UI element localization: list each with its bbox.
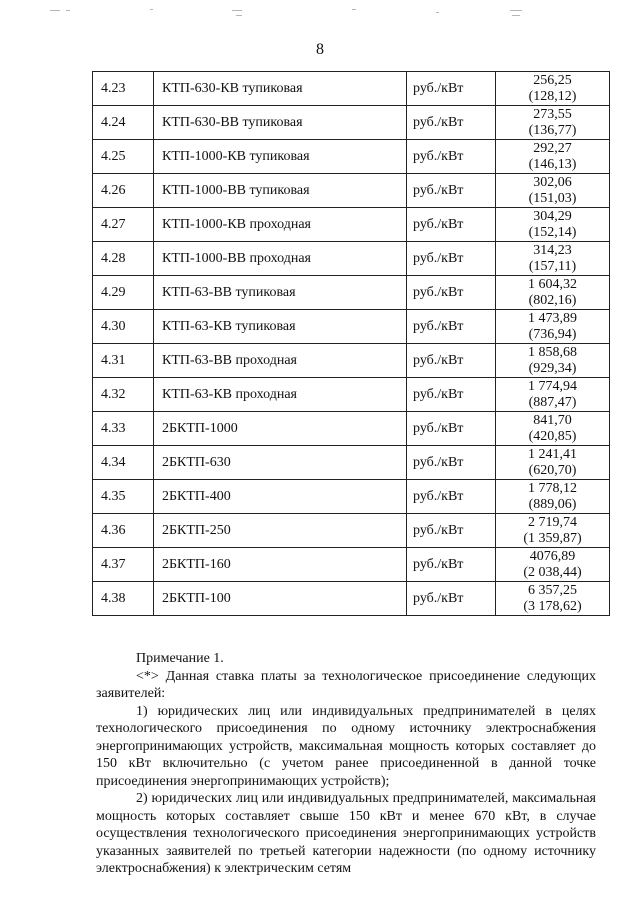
row-number: 4.29	[93, 276, 154, 310]
tariff-table	[92, 71, 610, 616]
rate-cell	[496, 140, 610, 174]
unit-label: руб./кВт	[407, 412, 496, 446]
table-row	[93, 140, 610, 174]
table-row	[93, 208, 610, 242]
row-number: 4.32	[93, 378, 154, 412]
rate-cell	[496, 344, 610, 378]
row-number: 4.27	[93, 208, 154, 242]
rate-value-alt: (152,14)	[528, 224, 577, 240]
unit-label: руб./кВт	[407, 310, 496, 344]
rate-value-alt: (889,06)	[528, 496, 577, 512]
row-number: 4.30	[93, 310, 154, 344]
table-row	[93, 310, 610, 344]
table-row	[93, 106, 610, 140]
note-title: Примечание 1.	[136, 651, 224, 666]
unit-label: руб./кВт	[407, 344, 496, 378]
rate-value: 1 604,32	[528, 276, 577, 292]
table-row	[93, 378, 610, 412]
rate-cell	[496, 310, 610, 344]
row-number: 4.28	[93, 242, 154, 276]
rate-value: 1 473,89	[528, 310, 577, 326]
rate-value: 1 778,12	[528, 480, 577, 496]
table-row	[93, 276, 610, 310]
row-number: 4.25	[93, 140, 154, 174]
rate-value-alt: (2 038,44)	[523, 564, 582, 580]
row-number: 4.31	[93, 344, 154, 378]
substation-name: 2БКТП-160	[154, 548, 407, 582]
table-row	[93, 72, 610, 106]
row-number: 4.37	[93, 548, 154, 582]
substation-name: 2БКТП-250	[154, 514, 407, 548]
unit-label: руб./кВт	[407, 582, 496, 616]
rate-cell	[496, 174, 610, 208]
rate-value: 4076,89	[529, 548, 576, 564]
table-row	[93, 514, 610, 548]
rate-value-alt: (1 359,87)	[523, 530, 582, 546]
unit-label: руб./кВт	[407, 446, 496, 480]
rate-value: 273,55	[533, 106, 572, 122]
table-row	[93, 548, 610, 582]
substation-name: КТП-1000-ВВ тупиковая	[154, 174, 407, 208]
table-row	[93, 582, 610, 616]
row-number: 4.36	[93, 514, 154, 548]
rate-cell	[496, 548, 610, 582]
rate-cell	[496, 514, 610, 548]
substation-name: КТП-63-ВВ тупиковая	[154, 276, 407, 310]
rate-cell	[496, 412, 610, 446]
table-row	[93, 344, 610, 378]
note-paragraph: 1) юридических лиц или индивидуальных предпринимателей в целях технологического присоединения по одному источнику электроснабжения энергопринимающих устройств, максимальная мощность которых составляет до 150 кВт включительно (с учетом ранее присоединенной в данной точке присоединения энергопринимающих устройств);	[96, 703, 596, 789]
rate-value-alt: (887,47)	[528, 394, 577, 410]
note-paragraph: <*> Данная ставка платы за технологическое присоединение следующих заявителей:	[96, 668, 596, 701]
substation-name: 2БКТП-1000	[154, 412, 407, 446]
table-row	[93, 446, 610, 480]
substation-name: 2БКТП-100	[154, 582, 407, 616]
substation-name: КТП-630-КВ тупиковая	[154, 72, 407, 106]
rate-value-alt: (802,16)	[528, 292, 577, 308]
rate-value: 2 719,74	[528, 514, 577, 530]
unit-label: руб./кВт	[407, 378, 496, 412]
rate-value-alt: (929,34)	[528, 360, 577, 376]
rate-cell	[496, 480, 610, 514]
rate-value: 841,70	[533, 412, 572, 428]
unit-label: руб./кВт	[407, 140, 496, 174]
substation-name: КТП-63-КВ проходная	[154, 378, 407, 412]
row-number: 4.26	[93, 174, 154, 208]
rate-value: 314,23	[533, 242, 572, 258]
substation-name: 2БКТП-630	[154, 446, 407, 480]
row-number: 4.35	[93, 480, 154, 514]
row-number: 4.34	[93, 446, 154, 480]
substation-name: КТП-1000-КВ тупиковая	[154, 140, 407, 174]
rate-value: 1 241,41	[528, 446, 577, 462]
row-number: 4.24	[93, 106, 154, 140]
unit-label: руб./кВт	[407, 208, 496, 242]
rate-value: 292,27	[533, 140, 572, 156]
page-number: 8	[316, 41, 324, 58]
unit-label: руб./кВт	[407, 276, 496, 310]
substation-name: 2БКТП-400	[154, 480, 407, 514]
unit-label: руб./кВт	[407, 548, 496, 582]
rate-cell	[496, 378, 610, 412]
substation-name: КТП-1000-КВ проходная	[154, 208, 407, 242]
rate-value-alt: (151,03)	[528, 190, 577, 206]
rate-cell	[496, 276, 610, 310]
rate-value: 1 858,68	[528, 344, 577, 360]
rate-cell	[496, 582, 610, 616]
rate-value-alt: (136,77)	[528, 122, 577, 138]
rate-value-alt: (128,12)	[528, 88, 577, 104]
table-row	[93, 480, 610, 514]
unit-label: руб./кВт	[407, 480, 496, 514]
unit-label: руб./кВт	[407, 514, 496, 548]
rate-value: 302,06	[533, 174, 572, 190]
row-number: 4.23	[93, 72, 154, 106]
unit-label: руб./кВт	[407, 72, 496, 106]
unit-label: руб./кВт	[407, 242, 496, 276]
unit-label: руб./кВт	[407, 174, 496, 208]
rate-cell	[496, 106, 610, 140]
rate-value-alt: (157,11)	[528, 258, 577, 274]
unit-label: руб./кВт	[407, 106, 496, 140]
rate-value-alt: (3 178,62)	[523, 598, 582, 614]
rate-cell	[496, 72, 610, 106]
rate-value-alt: (736,94)	[528, 326, 577, 342]
rate-value-alt: (620,70)	[528, 462, 577, 478]
row-number: 4.33	[93, 412, 154, 446]
substation-name: КТП-63-ВВ проходная	[154, 344, 407, 378]
substation-name: КТП-630-ВВ тупиковая	[154, 106, 407, 140]
substation-name: КТП-63-КВ тупиковая	[154, 310, 407, 344]
rate-value: 256,25	[533, 72, 572, 88]
table-row	[93, 242, 610, 276]
rate-value-alt: (420,85)	[528, 428, 577, 444]
rate-cell	[496, 208, 610, 242]
note-section	[96, 650, 596, 878]
note-paragraph: 2) юридических лиц или индивидуальных предпринимателей, максимальная мощность которых составляет свыше 150 кВт и менее 670 кВт, в случае осуществления технологического присоединения энергопринимающих устройств указанных заявителей по третьей категории надежности (по одному источнику электроснабжения) к электрическим сетям	[96, 791, 596, 876]
table-row	[93, 412, 610, 446]
rate-cell	[496, 242, 610, 276]
rate-value-alt: (146,13)	[528, 156, 577, 172]
table-row	[93, 174, 610, 208]
rate-value: 304,29	[533, 208, 572, 224]
rate-cell	[496, 446, 610, 480]
rate-value: 6 357,25	[528, 582, 577, 598]
scan-artifacts	[0, 0, 640, 20]
row-number: 4.38	[93, 582, 154, 616]
rate-value: 1 774,94	[528, 378, 577, 394]
substation-name: КТП-1000-ВВ проходная	[154, 242, 407, 276]
